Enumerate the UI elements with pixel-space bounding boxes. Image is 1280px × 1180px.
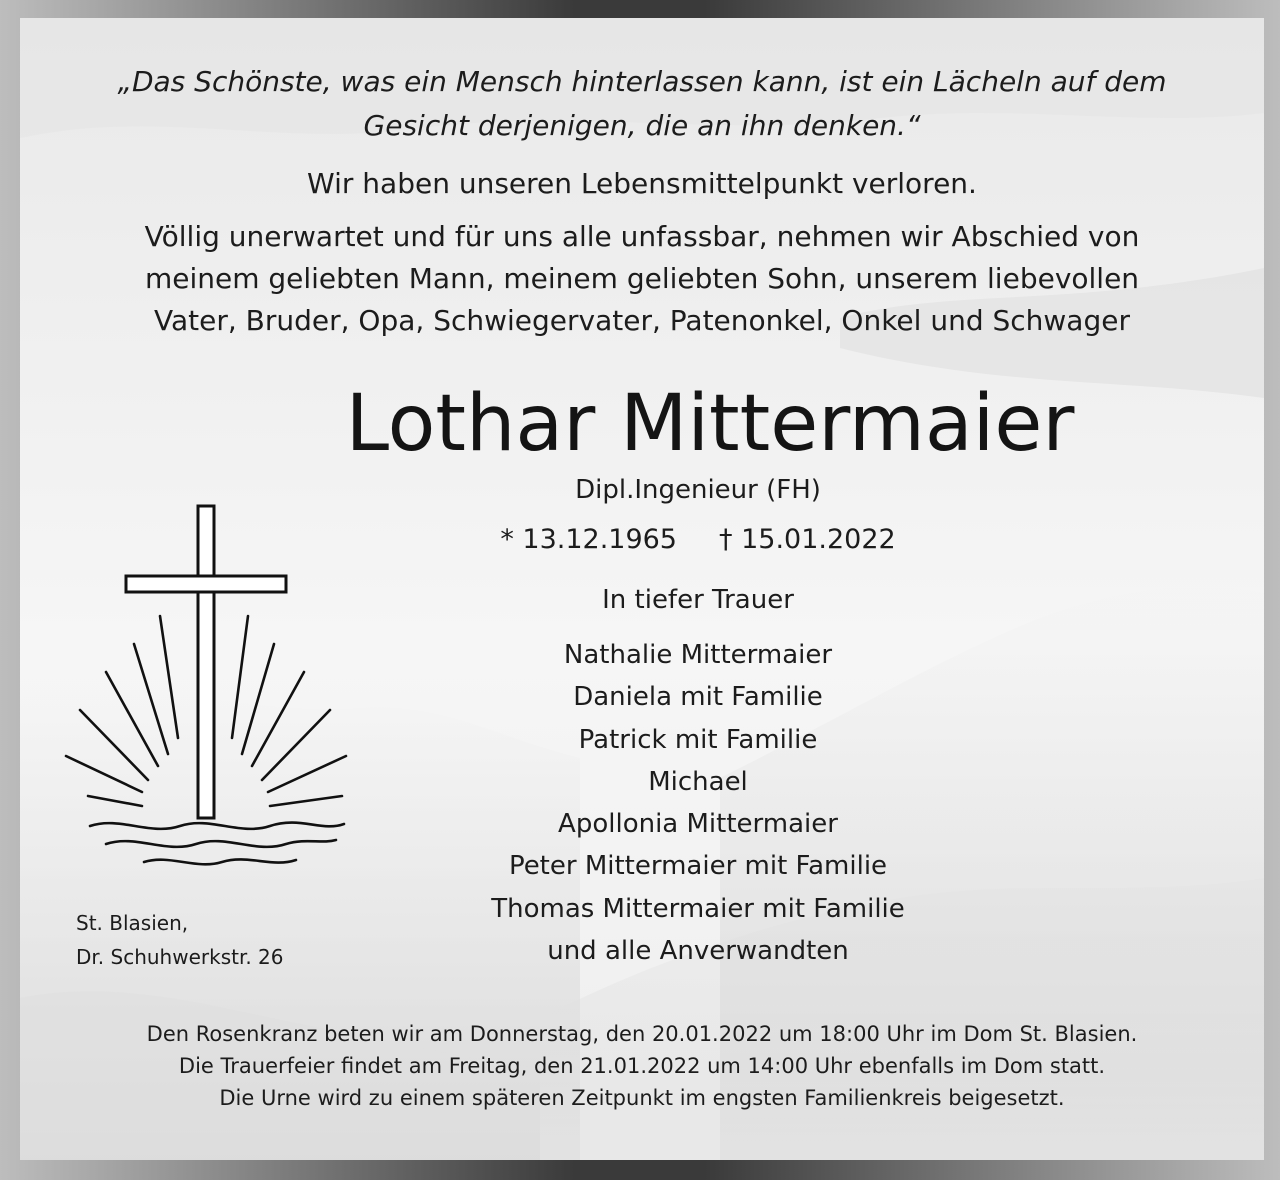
mourner: Patrick mit Familie [578,724,818,755]
address-line: Dr. Schuhwerkstr. 26 [76,945,284,969]
announcement-line: Völlig unerwartet und für uns alle unfassbar, nehmen wir Abschied von [144,220,1140,253]
mourning-line: In tiefer Trauer [602,585,794,615]
cross-sunrise-water-icon [60,504,360,874]
quote-line: Gesicht derjenigen, die an ihn denken.“ [363,109,921,142]
obituary-notice [20,18,1264,1160]
mourner: Daniela mit Familie [573,682,823,713]
mourner: Michael [648,766,748,797]
mourner: Nathalie Mittermaier [563,640,833,670]
deceased-name: Lothar Mittermaier [345,379,1075,469]
service-line: Die Urne wird zu einem späteren Zeitpunkt im engsten Familienkreis beigesetzt. [219,1086,1065,1110]
death-date: † 15.01.2022 [719,524,896,555]
announcement-line: meinem geliebten Mann, meinem geliebten Sohn, unserem liebevollen [144,262,1140,295]
mourner: Apollonia Mittermaier [558,809,838,840]
family-address [76,906,284,974]
mourner: Peter Mittermaier mit Familie [508,851,888,882]
service-line: Den Rosenkranz beten wir am Donnerstag, den 20.01.2022 um 18:00 Uhr im Dom St. Blasien. [146,1022,1138,1046]
deceased-title: Dipl.Ingenieur (FH) [575,475,821,505]
service-line: Die Trauerfeier findet am Freitag, den 21.01.2022 um 14:00 Uhr ebenfalls im Dom statt. [178,1054,1106,1078]
birth-date: * 13.12.1965 [500,524,677,555]
epitaph-quote [20,60,1264,148]
mourner: Thomas Mittermaier mit Familie [491,893,905,924]
service-details [20,1018,1264,1114]
quote-line: „Das Schönste, was ein Mensch hinterlassen kann, ist ein Lächeln auf dem [117,65,1167,98]
announcement-line: Vater, Bruder, Opa, Schwiegervater, Patenonkel, Onkel und Schwager [154,304,1130,337]
mourner: und alle Anverwandten [547,936,849,967]
announcement-text [20,216,1264,342]
loss-statement: Wir haben unseren Lebensmittelpunkt verloren. [307,167,977,200]
address-line: St. Blasien, [76,911,189,935]
